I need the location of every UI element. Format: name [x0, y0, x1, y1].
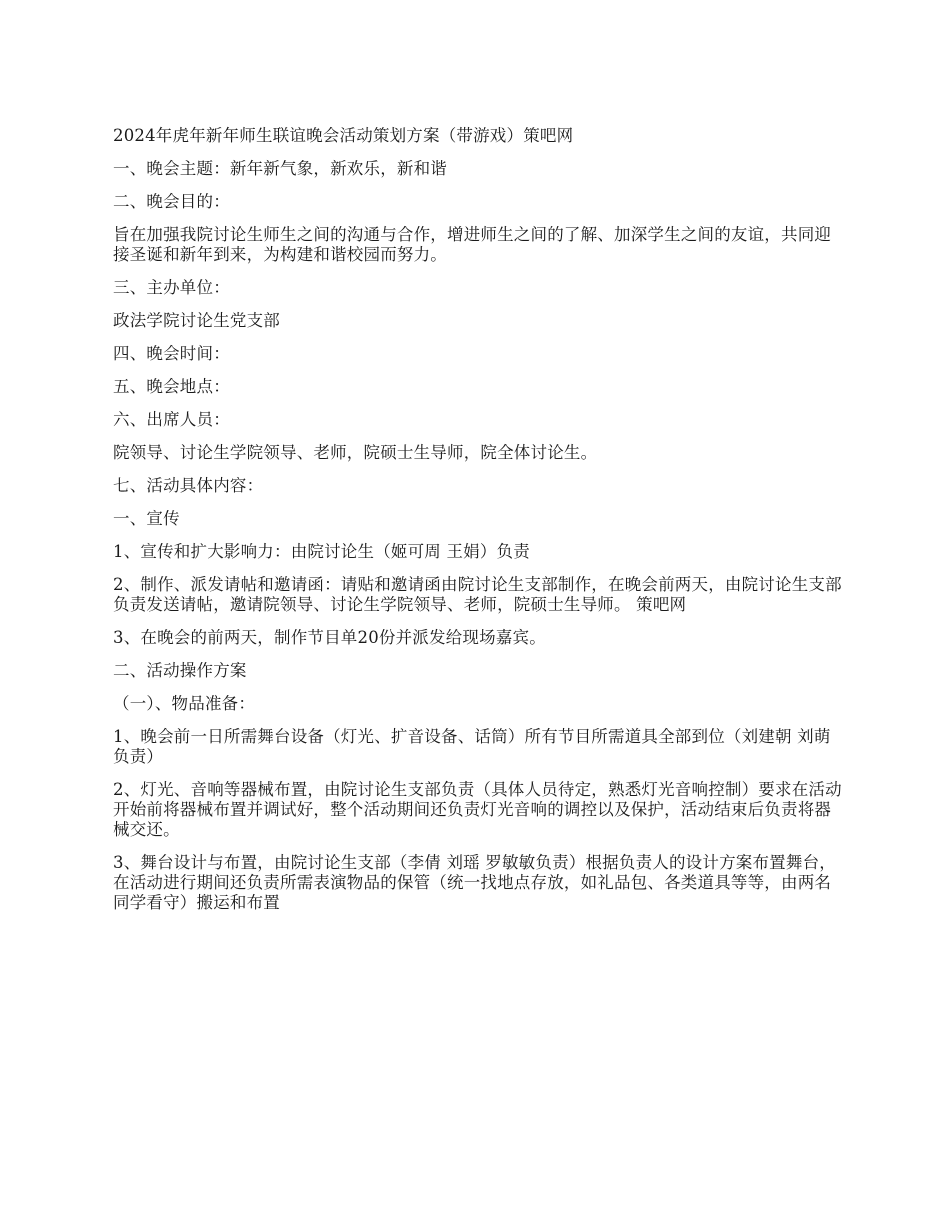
paragraph-purpose-heading: 二、晚会目的： — [113, 192, 230, 211]
paragraph-materials-1: 1、晚会前一日所需舞台设备（灯光、扩音设备、话筒）所有节目所需道具全部到位（刘建朝 刘萌负责） — [113, 727, 831, 766]
paragraph-organizer-heading: 三、主办单位： — [113, 278, 230, 297]
paragraph-materials-2: 2、灯光、音响等器械布置，由院讨论生支部负责（具体人员待定，熟悉灯光音响控制）要求在活动开始前将器械布置并调试好，整个活动期间还负责灯光音响的调控以及保护，活动结束后负责将器械交还。 — [113, 780, 842, 839]
paragraph-attendees: 院领导、讨论生学院领导、老师，院硕士生导师，院全体讨论生。 — [113, 443, 598, 462]
paragraph-location-heading: 五、晚会地点： — [113, 377, 230, 396]
paragraph-materials-heading: （一）、物品准备： — [113, 694, 256, 713]
paragraph-publicity-2: 2、制作、派发请帖和邀请函：请贴和邀请函由院讨论生支部制作，在晚会前两天，由院讨论生支部负责发送请帖，邀请院领导、讨论生学院领导、老师，院硕士生导师。 策吧网 — [113, 575, 842, 614]
paragraph-publicity-heading: 一、宣传 — [113, 509, 180, 528]
paragraph-operation-heading: 二、活动操作方案 — [113, 661, 247, 680]
paragraph-attendees-heading: 六、出席人员： — [113, 410, 230, 429]
document-title: 2024年虎年新年师生联谊晚会活动策划方案（带游戏）策吧网 — [113, 126, 574, 145]
document-page — [113, 126, 843, 926]
paragraph-publicity-3: 3、在晚会的前两天，制作节目单20份并派发给现场嘉宾。 — [113, 628, 546, 647]
paragraph-materials-3: 3、舞台设计与布置，由院讨论生支部（李倩 刘瑶 罗敏敏负责）根据负责人的设计方案布置舞台，在活动进行期间还负责所需表演物品的保管（统一找地点存放，如礼品包、各类道具等等，由两名同学看守）搬运和布置 — [113, 853, 836, 912]
paragraph-publicity-1: 1、宣传和扩大影响力：由院讨论生（姬可周 王娟）负责 — [113, 542, 530, 561]
paragraph-time-heading: 四、晚会时间： — [113, 344, 230, 363]
paragraph-organizer: 政法学院讨论生党支部 — [113, 311, 280, 330]
paragraph-theme: 一、晚会主题：新年新气象，新欢乐，新和谐 — [113, 159, 447, 178]
paragraph-purpose: 旨在加强我院讨论生师生之间的沟通与合作，增进师生之间的了解、加深学生之间的友谊，共同迎接圣诞和新年到来，为构建和谐校园而努力。 — [113, 225, 832, 264]
paragraph-content-heading: 七、活动具体内容： — [113, 476, 264, 495]
